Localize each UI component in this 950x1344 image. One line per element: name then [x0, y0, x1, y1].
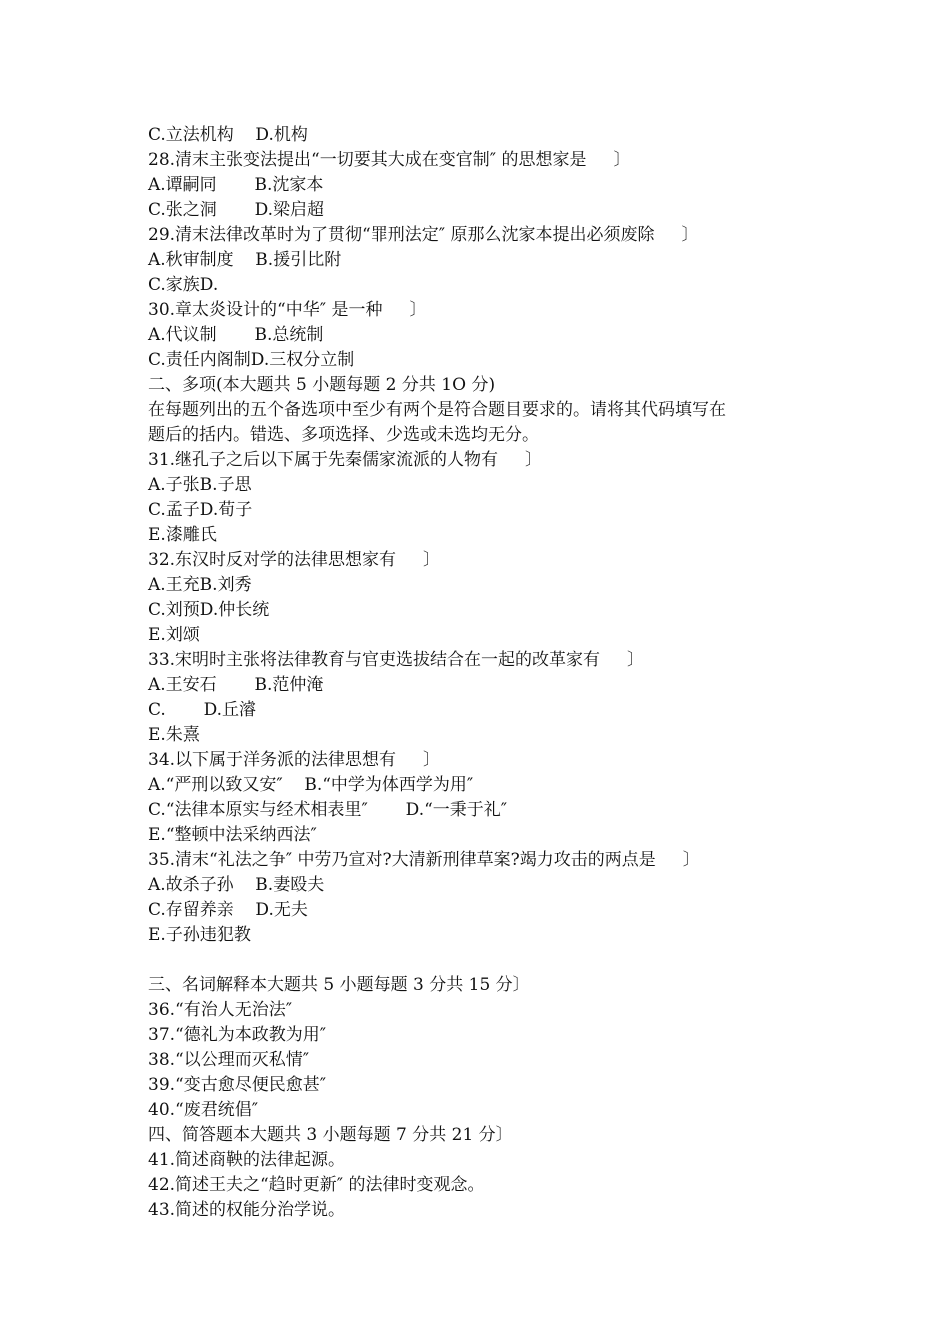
- question-29: 29.清末法律改革时为了贯彻“罪刑法定″ 原那么沈家本提出必须废除 〕: [148, 225, 699, 245]
- options-line: C.刘预D.仲长统: [148, 600, 270, 620]
- question-30: 30.章太炎设计的“中华″ 是一种 〕: [148, 300, 427, 320]
- question-41: 41.简述商鞅的法律起源。: [148, 1150, 346, 1170]
- options-line: A.谭嗣同 B.沈家本: [148, 175, 324, 195]
- options-line: E.子孙违犯教: [148, 925, 251, 945]
- question-42: 42.简述王夫之“趋时更新″ 的法律时变观念。: [148, 1175, 485, 1195]
- question-28: 28.清末主张变法提出“一切要其大成在变官制″ 的思想家是 〕: [148, 150, 631, 170]
- section-heading-term-definitions: 三、名词解释本大题共 5 小题每题 3 分共 15 分〕: [148, 975, 530, 995]
- section-heading-multiple-choice: 二、多项(本大题共 5 小题每题 2 分共 1O 分): [148, 375, 496, 395]
- options-line: C. D.丘濬: [148, 700, 257, 720]
- question-39: 39.“变古愈尽便民愈甚″: [148, 1075, 327, 1095]
- options-line: C.家族D.: [148, 275, 219, 295]
- question-38: 38.“以公理而灭私情″: [148, 1050, 310, 1070]
- question-40: 40.“废君统倡″: [148, 1100, 259, 1120]
- options-line: A.秋审制度 B.援引比附: [148, 250, 342, 270]
- options-line: C.存留养亲 D.无夫: [148, 900, 308, 920]
- text-line: C.立法机构 D.机构: [148, 125, 308, 145]
- question-36: 36.“有治人无治法″: [148, 1000, 293, 1020]
- options-line: A.王充B.刘秀: [148, 575, 252, 595]
- section-heading-short-answer: 四、简答题本大题共 3 小题每题 7 分共 21 分〕: [148, 1125, 513, 1145]
- document-page: [148, 123, 848, 1223]
- question-31: 31.继孔子之后以下属于先秦儒家流派的人物有 〕: [148, 450, 543, 470]
- question-37: 37.“德礼为本政教为用″: [148, 1025, 327, 1045]
- question-34: 34.以下属于洋务派的法律思想有 〕: [148, 750, 441, 770]
- options-line: E.朱熹: [148, 725, 200, 745]
- question-32: 32.东汉时反对学的法律思想家有 〕: [148, 550, 441, 570]
- options-line: A.子张B.子思: [148, 475, 252, 495]
- question-35: 35.清末“礼法之争″ 中劳乃宣对?大清新刑律草案?竭力攻击的两点是 〕: [148, 850, 700, 870]
- options-line: E.漆雕氏: [148, 525, 217, 545]
- options-line: E.“整顿中法采纳西法″: [148, 825, 317, 845]
- question-33: 33.宋明时主张将法律教育与官吏选拔结合在一起的改革家有 〕: [148, 650, 645, 670]
- options-line: C.“法律本原实与经术相表里″ D.“一秉于礼″: [148, 800, 508, 820]
- section-instructions: 在每题列出的五个备选项中至少有两个是符合题目要求的。请将其代码填写在: [148, 400, 726, 420]
- options-line: E.刘颂: [148, 625, 200, 645]
- section-instructions: 题后的括内。错选、多项选择、少选或未选均无分。: [148, 425, 539, 445]
- options-line: C.责任内阁制D.三权分立制: [148, 350, 355, 370]
- options-line: A.代议制 B.总统制: [148, 325, 324, 345]
- options-line: A.“严刑以致又安″ B.“中学为体西学为用″: [148, 775, 474, 795]
- blank-line: [148, 948, 848, 973]
- options-line: C.张之洞 D.梁启超: [148, 200, 325, 220]
- question-43: 43.简述的权能分治学说。: [148, 1200, 346, 1220]
- options-line: A.故杀子孙 B.妻殴夫: [148, 875, 325, 895]
- options-line: C.孟子D.荀子: [148, 500, 253, 520]
- options-line: A.王安石 B.范仲淹: [148, 675, 324, 695]
